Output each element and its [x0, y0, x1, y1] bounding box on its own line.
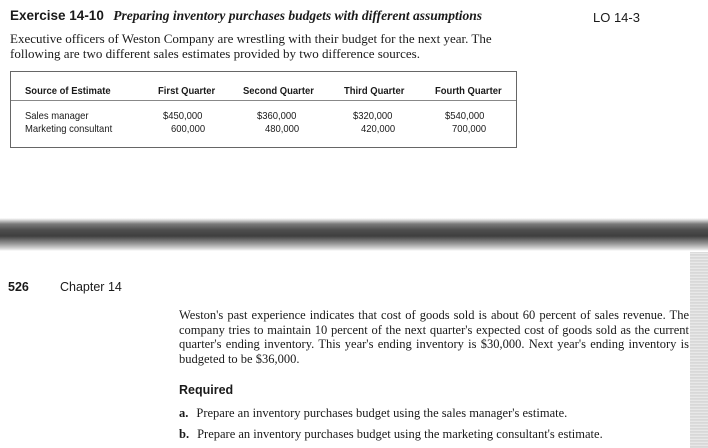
column-header-fourth-quarter: Fourth Quarter	[435, 85, 502, 97]
page-number: 526	[8, 280, 29, 294]
page-break-gutter	[0, 218, 708, 251]
cell-sales-manager-q2: $360,000	[257, 110, 297, 122]
cell-sales-manager-q4: $540,000	[445, 110, 485, 122]
cell-marketing-consultant-q2: 480,000	[265, 123, 300, 135]
exercise-label: Exercise 14-10	[10, 8, 104, 23]
learning-objective-label: LO 14-3	[593, 10, 640, 25]
requirement-text: Prepare an inventory purchases budget using the sales manager's estimate.	[196, 406, 568, 420]
row-source-sales-manager: Sales manager	[25, 110, 89, 122]
sales-estimates-table	[10, 71, 517, 148]
row-source-marketing-consultant: Marketing consultant	[25, 123, 113, 135]
column-header-first-quarter: First Quarter	[158, 85, 216, 97]
cell-sales-manager-q1: $450,000	[163, 110, 203, 122]
requirement-a	[179, 406, 567, 421]
requirement-letter: b.	[179, 427, 190, 441]
chapter-label: Chapter 14	[60, 280, 122, 294]
column-header-source: Source of Estimate	[25, 85, 111, 97]
requirement-text: Prepare an inventory purchases budget using the marketing consultant's estimate.	[197, 427, 603, 441]
requirement-b	[179, 427, 603, 442]
table-header-divider	[11, 100, 516, 101]
intro-paragraph: Executive officers of Weston Company are wrestling with their budget for the next year. The following are two different sales estimates provided by two difference sources.	[10, 31, 492, 61]
body-paragraph: Weston's past experience indicates that cost of goods sold is about 60 percent of sales revenue. The company tries to maintain 10 percent of the next quarter's expected cost of goods sold as the current quarter's ending inventory. This year's ending inventory is $30,000. Next year's ending inventory is budgeted to be $36,000.	[179, 308, 689, 366]
column-header-third-quarter: Third Quarter	[344, 85, 405, 97]
scan-page-edge	[690, 252, 708, 448]
exercise-title	[10, 8, 482, 24]
cell-sales-manager-q3: $320,000	[353, 110, 393, 122]
cell-marketing-consultant-q3: 420,000	[361, 123, 396, 135]
cell-marketing-consultant-q4: 700,000	[452, 123, 487, 135]
column-header-second-quarter: Second Quarter	[243, 85, 314, 97]
requirement-letter: a.	[179, 406, 189, 420]
exercise-topic: Preparing inventory purchases budgets with different assumptions	[113, 8, 483, 23]
cell-marketing-consultant-q1: 600,000	[171, 123, 206, 135]
required-heading: Required	[179, 383, 234, 397]
